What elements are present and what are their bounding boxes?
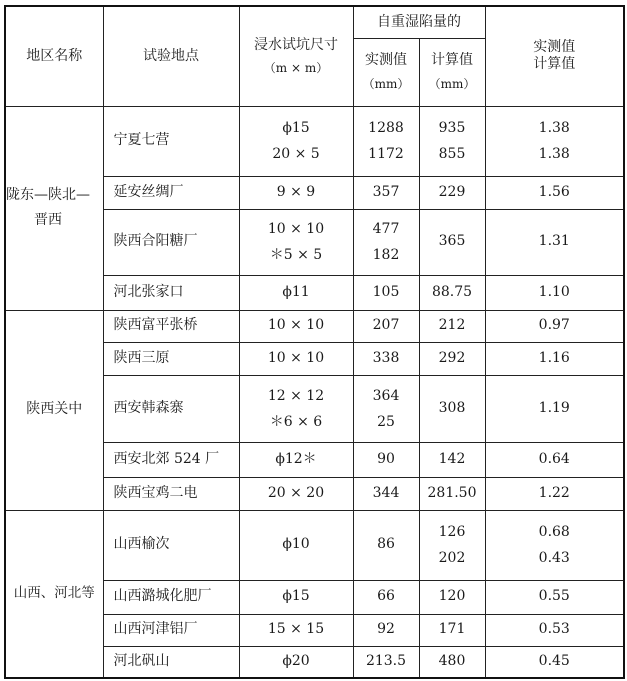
pit-size-unit: （m × m）: [263, 60, 329, 75]
size-cell: ϕ15: [239, 580, 353, 614]
measured-value: 182: [372, 247, 400, 263]
ratio-cell: 1.16: [485, 342, 624, 375]
ratio-cell: 0.64: [485, 442, 624, 477]
calculated-value: 855: [438, 146, 466, 162]
pit-size-label: 浸水试坑尺寸: [254, 37, 338, 53]
region-cell: 陕西关中: [5, 310, 103, 510]
size-cell: [239, 375, 353, 442]
calculated-cell: 142: [419, 442, 485, 477]
measured-cell: 92: [353, 614, 419, 646]
measured-cell: 213.5: [353, 646, 419, 678]
calculated-cell: 171: [419, 614, 485, 646]
region-line: 陇东—陕北—: [6, 186, 90, 203]
calculated-cell: 229: [419, 176, 485, 209]
site-cell: 山西河津铝厂: [103, 614, 239, 646]
calculated-cell: 365: [419, 209, 485, 275]
header-collapse-group: 自重湿陷量的: [353, 6, 485, 38]
site-cell: 山西榆次: [103, 510, 239, 580]
size-value: ＊6 × 6: [269, 413, 323, 430]
calculated-cell: [419, 106, 485, 176]
size-cell: ϕ20: [239, 646, 353, 678]
ratio-cell: 1.31: [485, 209, 624, 275]
size-cell: ϕ10: [239, 510, 353, 580]
measured-cell: 338: [353, 342, 419, 375]
measured-unit: （mm）: [362, 77, 410, 92]
size-cell: 15 × 15: [239, 614, 353, 646]
size-cell: ϕ12＊: [239, 442, 353, 477]
measured-cell: 357: [353, 176, 419, 209]
calculated-cell: [419, 510, 485, 580]
header-pit-size: [239, 6, 353, 106]
ratio-value: 0.43: [538, 550, 570, 566]
measured-cell: [353, 375, 419, 442]
site-cell: 宁夏七营: [103, 106, 239, 176]
measured-value: 1288: [368, 120, 404, 136]
header-region: 地区名称: [5, 6, 103, 106]
calculated-value: 126: [438, 524, 466, 540]
site-cell: 西安韩森寨: [103, 375, 239, 442]
ratio-cell: 1.56: [485, 176, 624, 209]
ratio-cell: 0.55: [485, 580, 624, 614]
ratio-value: 1.38: [538, 146, 570, 162]
ratio-cell: [485, 510, 624, 580]
measured-value: 25: [377, 413, 395, 430]
size-cell: [239, 209, 353, 275]
header-calculated: [419, 38, 485, 106]
collapse-comparison-table: [4, 5, 625, 679]
site-cell: 陕西合阳糖厂: [103, 209, 239, 275]
region-cell: [5, 106, 103, 310]
measured-cell: 105: [353, 275, 419, 310]
header-site: 试验地点: [103, 6, 239, 106]
calculated-label: 计算值: [431, 51, 473, 68]
ratio-value: 1.38: [538, 120, 570, 136]
measured-value: 364: [372, 387, 400, 404]
site-cell: 陕西宝鸡二电: [103, 477, 239, 510]
size-value: 10 × 10: [267, 221, 325, 237]
header-ratio: [485, 6, 624, 106]
ratio-cell: [485, 106, 624, 176]
ratio-cell: 0.53: [485, 614, 624, 646]
site-cell: 山西潞城化肥厂: [103, 580, 239, 614]
calculated-cell: 120: [419, 580, 485, 614]
measured-value: 1172: [368, 146, 404, 162]
header-measured: [353, 38, 419, 106]
ratio-numerator: 实测值: [533, 38, 576, 55]
site-cell: 西安北郊 524 厂: [103, 442, 239, 477]
table-row: [5, 106, 624, 176]
measured-cell: [353, 209, 419, 275]
size-cell: 9 × 9: [239, 176, 353, 209]
table-row: [5, 310, 624, 342]
size-cell: [239, 106, 353, 176]
ratio-cell: 0.45: [485, 646, 624, 678]
site-cell: 陕西三原: [103, 342, 239, 375]
calculated-value: 202: [438, 550, 466, 566]
size-value: 12 × 12: [267, 387, 325, 404]
calculated-cell: 88.75: [419, 275, 485, 310]
ratio-cell: 1.10: [485, 275, 624, 310]
ratio-cell: 1.19: [485, 375, 624, 442]
measured-label: 实测值: [365, 51, 407, 68]
size-value: ＊5 × 5: [269, 247, 323, 263]
ratio-cell: 1.22: [485, 477, 624, 510]
size-value: ϕ15: [282, 120, 310, 136]
size-cell: 10 × 10: [239, 310, 353, 342]
calculated-unit: （mm）: [428, 77, 476, 92]
region-line: 晋西: [34, 212, 62, 228]
region-cell: 山西、河北等: [5, 510, 103, 678]
site-cell: 陕西富平张桥: [103, 310, 239, 342]
measured-cell: 66: [353, 580, 419, 614]
measured-cell: 90: [353, 442, 419, 477]
calculated-cell: 480: [419, 646, 485, 678]
size-value: 20 × 5: [272, 146, 320, 162]
calculated-cell: 292: [419, 342, 485, 375]
size-cell: 10 × 10: [239, 342, 353, 375]
size-cell: 20 × 20: [239, 477, 353, 510]
measured-cell: 344: [353, 477, 419, 510]
site-cell: 延安丝绸厂: [103, 176, 239, 209]
site-cell: 河北张家口: [103, 275, 239, 310]
table-row: [5, 510, 624, 580]
calculated-cell: 212: [419, 310, 485, 342]
site-cell: 河北矾山: [103, 646, 239, 678]
size-cell: ϕ11: [239, 275, 353, 310]
measured-value: 477: [372, 221, 400, 237]
calculated-cell: 308: [419, 375, 485, 442]
measured-cell: 207: [353, 310, 419, 342]
measured-cell: [353, 106, 419, 176]
measured-cell: 86: [353, 510, 419, 580]
ratio-denominator: 计算值: [533, 56, 576, 73]
ratio-cell: 0.97: [485, 310, 624, 342]
calculated-cell: 281.50: [419, 477, 485, 510]
calculated-value: 935: [438, 120, 466, 136]
ratio-value: 0.68: [538, 524, 570, 540]
